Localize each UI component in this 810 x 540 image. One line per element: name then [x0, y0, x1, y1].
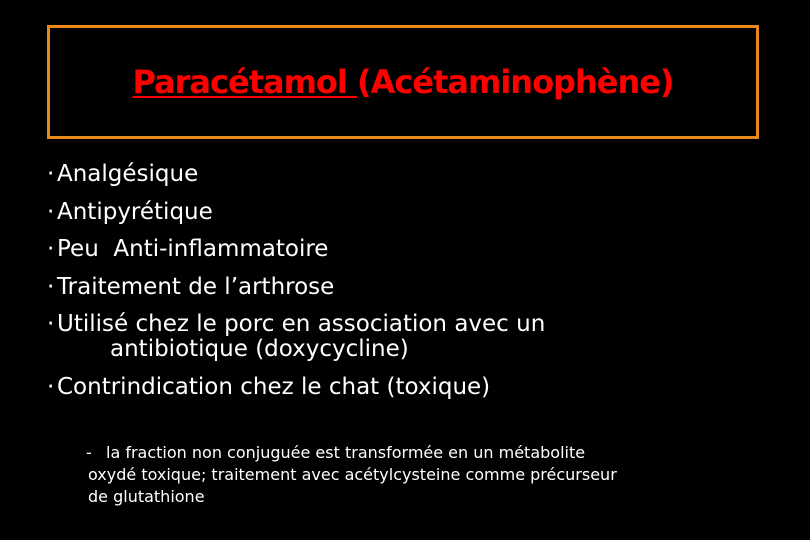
sub-note-text-1: la fraction non conjuguée est transformée en un métabolite: [106, 443, 586, 462]
sub-note-dash: -: [86, 443, 92, 462]
sub-note-line-1: [86, 442, 768, 464]
bullet-text: Analgésique: [57, 161, 199, 187]
bullet-text: Utilisé chez le porc en association avec un: [57, 311, 546, 337]
bullet-text: Peu Anti-inflammatoire: [57, 236, 329, 262]
bullet-item: [47, 273, 797, 301]
sub-note-line-2: oxydé toxique; traitement avec acétylcysteine comme précurseur: [88, 465, 617, 484]
slide-title: [132, 63, 673, 101]
title-parenthetical: (Acétaminophène): [357, 63, 674, 101]
bullet-item: [47, 235, 797, 263]
sub-note-line-3: de glutathione: [88, 487, 205, 506]
title-box: [47, 25, 759, 139]
bullet-text: Traitement de l’arthrose: [57, 273, 335, 300]
bullet-continuation: antibiotique (doxycycline): [110, 336, 409, 362]
bullet-item: [47, 373, 797, 401]
title-main: Paracétamol: [132, 63, 358, 101]
bullet-marker: ·: [47, 273, 55, 300]
bullet-list: [47, 160, 797, 410]
sub-note: [88, 442, 768, 508]
bullet-marker: ·: [47, 161, 55, 187]
bullet-text: Antipyrétique: [57, 198, 213, 225]
bullet-item: [47, 160, 797, 188]
bullet-marker: ·: [47, 236, 55, 262]
bullet-item: [47, 310, 797, 363]
bullet-marker: ·: [47, 311, 55, 337]
bullet-marker: ·: [47, 198, 55, 225]
bullet-item: [47, 198, 797, 226]
bullet-text: Contrindication chez le chat (toxique): [57, 373, 491, 400]
bullet-marker: ·: [47, 373, 55, 400]
